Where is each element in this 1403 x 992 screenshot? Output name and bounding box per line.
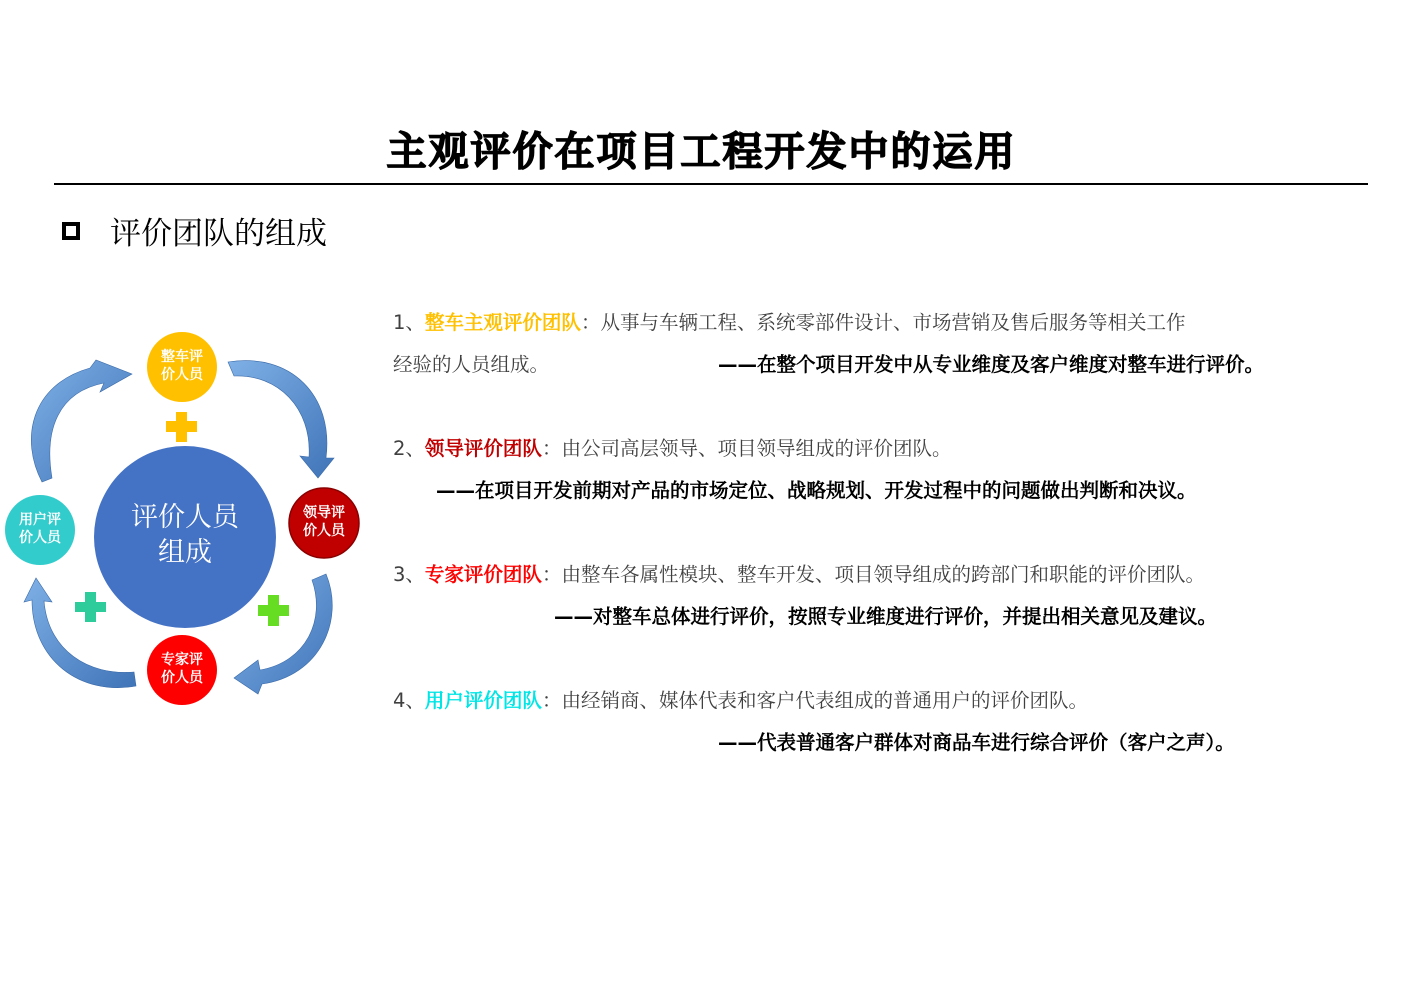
team-item-user: [393, 680, 1383, 764]
team-item-vehicle: [393, 302, 1383, 386]
page-title: 主观评价在项目工程开发中的运用: [386, 129, 1017, 175]
team-conclusion: ——对整车总体进行评价，按照专业维度进行评价，并提出相关意见及建议。: [554, 605, 1218, 628]
item-colon: ：: [541, 563, 562, 586]
team-name: 整车主观评价团队: [424, 311, 581, 334]
team-name: 专家评价团队: [424, 563, 542, 586]
item-number: 1、: [393, 311, 425, 334]
team-item-expert-line1: [393, 554, 1383, 596]
plus-icon-top: [166, 412, 197, 442]
node-bottom-line1: 专家评: [161, 652, 203, 668]
center-label-line2: 组成: [158, 537, 212, 569]
team-item-vehicle-line1: [393, 302, 1383, 344]
team-description: 由公司高层领导、项目领导组成的评价团队。: [561, 437, 952, 460]
node-bottom-line2: 价人员: [161, 669, 203, 686]
node-bottom-label: [147, 652, 217, 687]
team-description: 由整车各属性模块、整车开发、项目领导组成的跨部门和职能的评价团队。: [561, 563, 1205, 586]
team-item-expert: [393, 554, 1383, 638]
node-right-line1: 领导评: [303, 505, 345, 521]
item-number: 4、: [393, 689, 425, 712]
team-name: 用户评价团队: [424, 689, 542, 712]
team-item-expert-line2: [393, 596, 1383, 638]
item-colon: ：: [580, 311, 601, 334]
title-divider: [54, 183, 1368, 185]
team-conclusion: ——在项目开发前期对产品的市场定位、战略规划、开发过程中的问题做出判断和决议。: [436, 479, 1197, 502]
arrow-top-to-right: [228, 361, 334, 478]
center-label-line1: 评价人员: [131, 502, 239, 533]
team-description: 由经销商、媒体代表和客户代表组成的普通用户的评价团队。: [561, 689, 1088, 712]
team-item-leader-line2: [393, 470, 1383, 512]
center-label: [105, 500, 265, 570]
team-name: 领导评价团队: [424, 437, 542, 460]
team-item-vehicle-line2: [393, 344, 1383, 386]
item-colon: ：: [541, 689, 562, 712]
node-right-line2: 价人员: [303, 522, 345, 539]
team-item-leader: [393, 428, 1383, 512]
section-heading: [62, 208, 327, 252]
node-left-label: [5, 512, 75, 547]
team-conclusion: ——代表普通客户群体对商品车进行综合评价（客户之声）。: [718, 731, 1235, 754]
node-left-line2: 价人员: [19, 529, 61, 546]
team-item-user-line2: [393, 722, 1383, 764]
plus-icon-right: [258, 595, 289, 626]
team-description-cont: 经验的人员组成。: [393, 353, 550, 376]
node-top-label: [147, 349, 217, 384]
item-number: 2、: [393, 437, 425, 460]
square-bullet-icon: [62, 222, 80, 240]
item-colon: ：: [541, 437, 562, 460]
section-heading-text: 评价团队的组成: [110, 215, 327, 252]
node-right-label: [289, 505, 359, 540]
team-item-user-line1: [393, 680, 1383, 722]
team-description: 从事与车辆工程、系统零部件设计、市场营销及售后服务等相关工作: [600, 311, 1186, 334]
node-top-line1: 整车评: [161, 349, 203, 365]
item-number: 3、: [393, 563, 425, 586]
team-item-leader-line1: [393, 428, 1383, 470]
team-conclusion: ——在整个项目开发中从专业维度及客户维度对整车进行评价。: [718, 353, 1265, 376]
plus-icon-left: [75, 592, 106, 622]
arrow-left-to-top: [31, 360, 132, 482]
node-top-line2: 价人员: [161, 366, 203, 383]
node-left-line1: 用户评: [19, 512, 61, 528]
